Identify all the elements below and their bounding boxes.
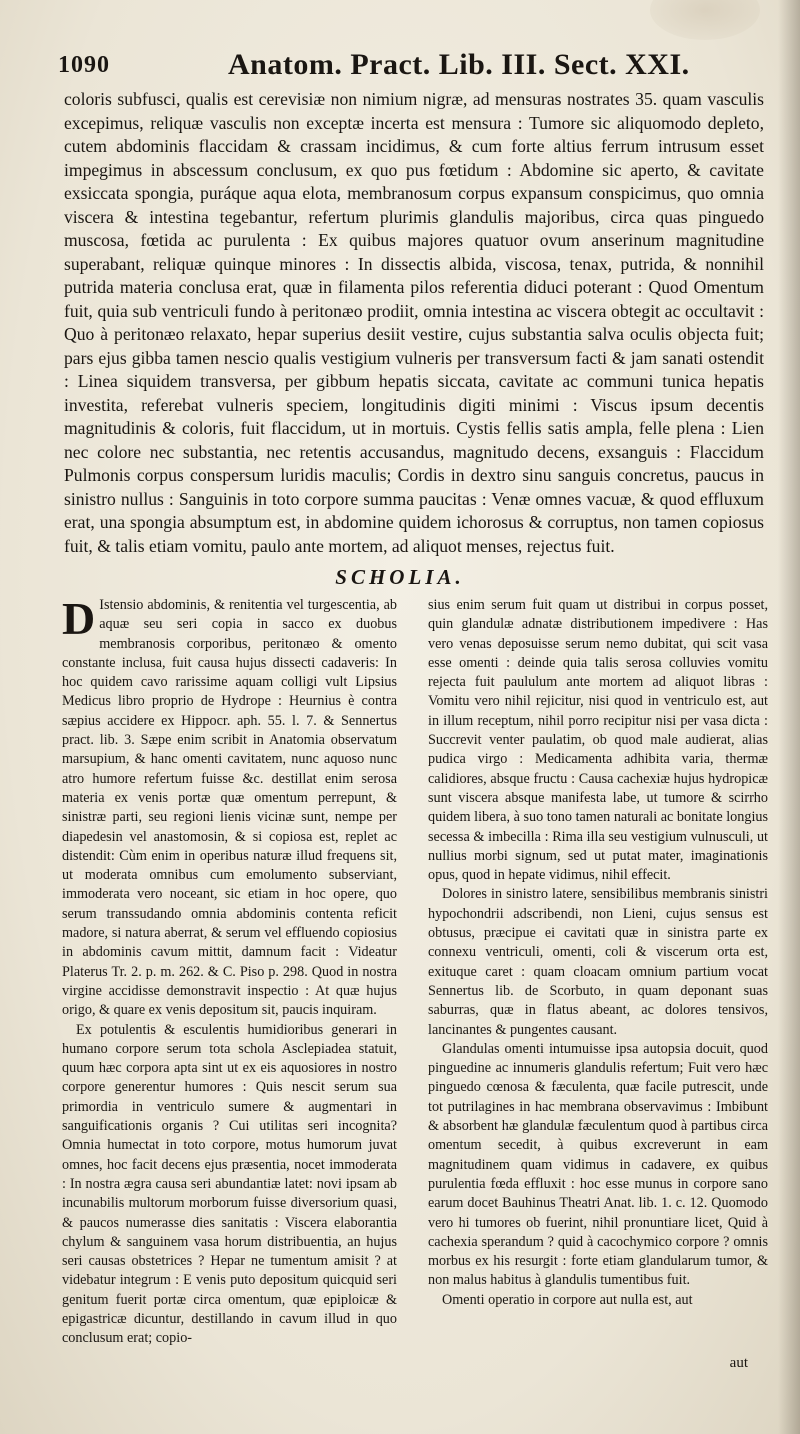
right-paragraph-1: sius enim serum fuit quam ut distribui in corpus posset, quin glandulæ adnatæ distributionem impedivere : Has vero venas deposuisse serum nemo dubitat, qui scit vasa esse omenti : deinde quia talis serosa colluvies vomitu rejecta fuit paululum ante mortem ad aliquot libras : Vomitu vero nihil rejicitur, nisi quod in ventriculo est, aut in illum receptum, nihil porro recipitur nisi per vasa dicta : Succrevit venter paulatim, ob quod male audierat, alias pudica virgo : Medicamenta adhibita varia, thermæ calidiores, absque fructu : Causa cachexiæ hujus hydropicæ sunt viscera absque manifesta labe, ut tumore & scirrho quidem libera, à suo tono tamen naturali ac bonitate longius secessa & imbecilla : Rima illa seu vestigium vulnusculi, ut nullius morbi signum, sed ut putat mater, imaginationis opus, quod in hepate vidimus, nihil effecit. (428, 597, 768, 884)
drop-cap: D (62, 593, 96, 644)
page-edge-shadow (778, 0, 800, 1434)
running-head: Anatom. Pract. Lib. III. Sect. XXI. (228, 48, 690, 81)
catchword: aut (729, 1355, 748, 1371)
left-column (62, 593, 397, 1349)
scholia-heading: SCHOLIA. (335, 565, 465, 589)
right-paragraph-4: Omenti operatio in corpore aut nulla est, aut (442, 1291, 693, 1308)
right-paragraph-2: Dolores in sinistro latere, sensibilibus membranis sinistri hypochondrii adscribendi, non Lieni, cujus sensus est obtusus, præcipue ei cavitati quæ in sinistra parte ex connexu ventriculi, omenti, coli & viscerum orta est, exituque caret : quam cloacam omnium partium vocat Sennertus lib. de Scorbuto, in quam deponant suas saburras, quæ in flatus abeant, ac dolores tensivos, lancinantes & pungentes causant. (428, 886, 768, 1038)
left-paragraph-2: Ex potulentis & esculentis humidioribus generari in humano corpore serum tota schola Asclepiadea statuit, quum hæc corpora apta sint ut ex eis aquosiores in nostro corpore generentur humores : Quis nescit serum sua primordia in ventriculo sumere & augmentari in sanguificationis organis ? Cui utilitas seri incognita? Omnia humectat in toto corpore, motus humorum juvat omnes, hoc facit decens ejus præsentia, nocet immoderata : In nostra ægra causa seri abundantiæ latet: novi ipsam ab incunabilis multorum morborum fuisse diversorium quasi, & paucos numerasse dies sanitatis : Viscera elaborantia chylum & sanguinem vasa horum distribuentia, an hujus seri causas obstetrices ? Hepar ne tumentum amisit ? at videbatur integrum : E venis puto depositum quicquid seri genitum fuerit portæ circa omentum, quæ epiploicæ & epigastricæ dicuntur, destillando in cavum illud in quo conclusum erat; copio- (62, 1021, 397, 1347)
right-column (428, 596, 768, 1310)
page-number: 1090 (58, 52, 110, 78)
page-header (58, 48, 764, 86)
right-paragraph-3: Glandulas omenti intumuisse ipsa autopsia docuit, quod pinguedine ac innumeris glandulis refertum; Fuit vero hæc pinguedo cœnosa & fæculenta, quæ facile putrescit, unde tot putrilagines in hac membrana observavimus : Imbibunt & absorbent hæ glandulæ fæculentum quod à partibus circa omentum secedit, à quibus excreverunt in eam magnitudinem quam vidimus in cadavere, ex quibus purulentia fœda effluxit : hoc esse munus in corpore sano earum docet Bauhinus Theatri Anat. lib. 1. c. 12. Quomodo vero hi tumores ob fuerint, nihil pronuntiare licet, Quid à cachexia sperandum ? quid à cacochymico corpore ? omnis morbus ex his resurgit : forte etiam glandularum tumor, & non malus habitus à glandulis tumentibus fuit. (428, 1040, 768, 1289)
paper-stain (650, 0, 760, 40)
left-paragraph-1 (62, 593, 397, 1021)
main-paragraph: coloris subfusci, qualis est cerevisiæ non nimium nigræ, ad mensuras nostrates 35. quam vasculis excepimus, reliquæ vasculis non exceptæ incerta est mensura : Tumore sic aliquomodo depleto, cutem abdominis flaccidam & crassam incidimus, & cum forte altius ferrum intrusum esset impegimus in abscessum conclusum, ex quo pus fœtidum : Abdomine sic aperto, & cavitate exsiccata spongia, puráque aqua elota, membranosum corpus expansum conspicimus, quo omnia viscera & intestina tegebantur, refertum plurimis glandulis majoribus, circa quas pinguedo muscosa, fœtida ac purulenta : Ex quibus majores quatuor ovum anserinum magnitudine superabant, reliquæ quinque minores : In dissectis albida, viscosa, tenax, putrida, & nonnihil putrida materia conclusa erat, quæ in filamenta pilos referentia diduci poterant : Quod Omentum fuit, quia sub ventriculi fundo à peritonæo prodiit, omnia intestina ac viscera obtegit ac occultavit : Quo à peritonæo relaxato, hepar superius desiit vestire, cujus substantia salva oculis objecta fuit; pars ejus gibba tamen nescio qualis vestigium vulneris per transversum facti & jam sanati ostendit : Linea siquidem transversa, per gibbum hepatis siccata, cavitate ac communi tunica hepatis investita, referebat vulneris speciem, longitudinis digiti minimi : Viscus ipsum decentis magnitudinis & coloris, fuit flaccidum, ut in mortuis. Cystis fellis satis ampla, felle plena : Lien nec colore nec substantia, nec retentis accusandus, magnitudo decens, exsanguis : Flaccidum Pulmonis corpus conspersum luridis maculis; Cordis in dextro sinu sanguis concretus, paucus in sinistro nullus : Sanguinis in toto corpore summa paucitas : Venæ omnes vacuæ, & quod effluxum erat, una spongia absumptum est, in abdomine quidem ichorosus & corruptus, non tamen copiosus fuit, & talis etiam vomitu, paulo ante mortem, ad aliquot menses, rejectus fuit. (64, 89, 764, 556)
left-paragraph-1-text: Istensio abdominis, & renitentia vel turgescentia, ab aquæ seu seri copia in sacco ex duobus membranosis corporibus, peritonæo & omento constante inclusa, fuit causa hujus dissecti cadaveris: In hoc quidem cavo rarissime aquam colligi vult Lipsius Medicus libro proprio de Hydrope : Heurnius è contra sæpius accidere ex Hippocr. aph. 55. l. 7. & Sennertus pract. lib. 3. Sæpe enim scribit in Anatomia observatum marsupium, & hanc omenti cavitatem, nunc aquoso nunc atro humore refertum fuisse &c. destillat enim serosa materia ex venis portæ quæ omentum perrepunt, & sinistræ parti, seu regioni lienis vicinæ sunt, nempe per diapedesin vel anastomosin, & si copiosa est, replet ac distendit: Cùm enim in operibus naturæ illud frequens sit, ut moderata omnibus cum emolumento subserviant, immoderata vero noceant, sic etiam in hoc opere, quo serum transsudando omnia abdominis contenta reficit madore, si natura aberrat, & serum vel effluendo copiosius in abdominis cavum mittit, damnum facit : Videatur Platerus Tr. 2. p. m. 262. & C. Piso p. 298. Quod in nostra virgine accidisse demonstravit inspectio : At quæ hujus origo, & quare ex venis depositum sit, paucis inquiram. (62, 597, 397, 1019)
main-text-block (64, 88, 764, 558)
